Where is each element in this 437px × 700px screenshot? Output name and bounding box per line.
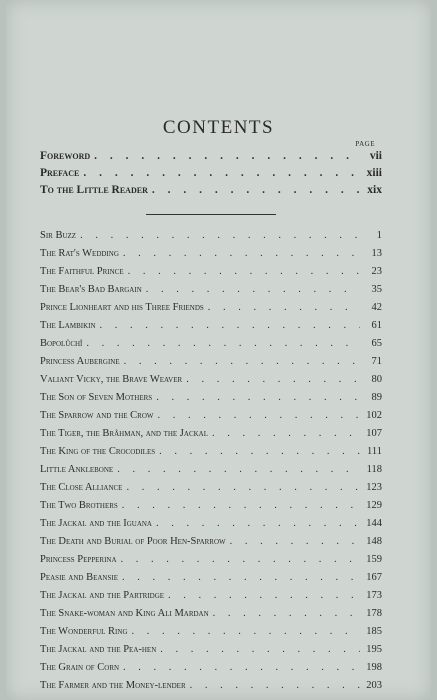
dot-leader: [208, 302, 360, 313]
dot-leader: [94, 150, 360, 162]
toc-entry: [40, 374, 382, 392]
toc-entry: [40, 518, 382, 536]
book-page: [6, 0, 431, 700]
toc-entry-page: 111: [367, 446, 382, 457]
dot-leader: [230, 536, 360, 547]
toc-entry: [40, 230, 382, 248]
toc-entry-title: Bopolûchî: [40, 338, 83, 349]
toc-entry: [40, 320, 382, 338]
dot-leader: [121, 554, 360, 565]
toc-entry-title: Preface: [40, 167, 80, 179]
toc-entry-title: The Jackal and the Partridge: [40, 590, 165, 601]
toc-entry-page: 13: [371, 248, 382, 259]
toc-entry: [40, 608, 382, 626]
toc-entry-page: 129: [366, 500, 382, 511]
toc-entry-title: Princess Aubergine: [40, 356, 120, 367]
toc-entry-title: The Son of Seven Mothers: [40, 392, 153, 403]
toc-entry-title: The Farmer and the Money-lender: [40, 680, 186, 691]
toc-entry-title: Foreword: [40, 150, 91, 162]
dot-leader: [117, 464, 360, 475]
dot-leader: [124, 356, 360, 367]
toc-entry: [40, 446, 382, 464]
toc-entry: [40, 392, 382, 410]
toc-entry-page: 144: [366, 518, 382, 529]
toc-entry-title: To the Little Reader: [40, 184, 148, 196]
toc-entry: [40, 302, 382, 320]
toc-entry-page: 89: [371, 392, 382, 403]
toc-entry-page: 185: [366, 626, 382, 637]
toc-entry: [40, 680, 382, 698]
dot-leader: [123, 248, 360, 259]
toc-entry: [40, 482, 382, 500]
toc-entry-page: 23: [371, 266, 382, 277]
dot-leader: [132, 626, 361, 637]
toc-entry-title: Princess Pepperina: [40, 554, 117, 565]
dot-leader: [159, 446, 360, 457]
dot-leader: [128, 266, 360, 277]
toc-entry-title: The Faithful Prince: [40, 266, 124, 277]
dot-leader: [146, 284, 360, 295]
dot-leader: [80, 230, 360, 241]
toc-entry-page: 123: [366, 482, 382, 493]
dot-leader: [123, 662, 360, 673]
toc-entry: [40, 338, 382, 356]
toc-entry: [40, 356, 382, 374]
toc-entry: [40, 428, 382, 446]
toc-entry: [40, 662, 382, 680]
toc-entry: [40, 590, 382, 608]
toc-entry-title: The Grain of Corn: [40, 662, 120, 673]
toc-entry-foreword: [40, 150, 382, 168]
toc-entry-page: xix: [367, 184, 382, 196]
toc-entry-title: The King of the Crocodiles: [40, 446, 156, 457]
dot-leader: [83, 167, 360, 179]
toc-entry-page: 159: [366, 554, 382, 565]
toc-entry-title: The Bear's Bad Bargain: [40, 284, 142, 295]
toc-entry: [40, 410, 382, 428]
dot-leader: [156, 518, 360, 529]
toc-entry-title: Peasie and Beansie: [40, 572, 118, 583]
toc-entry-title: The Two Brothers: [40, 500, 118, 511]
toc-entry-page: 198: [366, 662, 382, 673]
toc-entry-title: The Lambikin: [40, 320, 96, 331]
toc-entry-page: 1: [376, 230, 382, 241]
dot-leader: [156, 392, 360, 403]
page-column-label: PAGE: [355, 140, 375, 148]
toc-entry: [40, 572, 382, 590]
dot-leader: [122, 500, 360, 511]
toc-entry-title: The Rat's Wedding: [40, 248, 119, 259]
toc-entry: [40, 284, 382, 302]
toc-entry-title: The Death and Burial of Poor Hen-Sparrow: [40, 536, 226, 547]
toc-entry-title: Valiant Vicky, the Brave Weaver: [40, 374, 183, 385]
page-title: CONTENTS: [162, 117, 275, 138]
toc-entry-title: The Snake-woman and King Ali Mardan: [40, 608, 209, 619]
dot-leader: [100, 320, 360, 331]
toc-entry-page: 203: [366, 680, 382, 691]
toc-entry: [40, 644, 382, 662]
toc-entry-page: xiii: [366, 167, 382, 179]
toc-entry-title: Sir Buzz: [40, 230, 77, 241]
dot-leader: [122, 572, 360, 583]
toc-entry: [40, 500, 382, 518]
dot-leader: [160, 644, 360, 655]
dot-leader: [152, 184, 360, 196]
toc-entry: [40, 554, 382, 572]
toc-entry-page: 178: [366, 608, 382, 619]
toc-entry: [40, 248, 382, 266]
toc-entry-page: 148: [366, 536, 382, 547]
dot-leader: [126, 482, 360, 493]
toc-entry: [40, 266, 382, 284]
toc-entry-title: The Jackal and the Iguana: [40, 518, 152, 529]
toc-entry-page: 42: [371, 302, 382, 313]
toc-entry-page: vii: [369, 150, 382, 162]
toc-entry-page: 71: [371, 356, 382, 367]
toc-entry-preface: [40, 167, 382, 185]
toc-entry: [40, 464, 382, 482]
toc-entry-page: 65: [371, 338, 382, 349]
toc-entry: [40, 626, 382, 644]
toc-entry-title: The Close Alliance: [40, 482, 123, 493]
toc-entry-page: 35: [371, 284, 382, 295]
toc-entry-page: 107: [366, 428, 382, 439]
toc-entry-page: 167: [366, 572, 382, 583]
dot-leader: [213, 608, 360, 619]
toc-entry-title: The Jackal and the Pea-hen: [40, 644, 157, 655]
toc-entry-page: 102: [366, 410, 382, 421]
toc-entry-title: Prince Lionheart and his Three Friends: [40, 302, 204, 313]
dot-leader: [86, 338, 360, 349]
section-divider: [146, 214, 276, 215]
toc-entry-page: 80: [371, 374, 382, 385]
toc-entry-page: 173: [366, 590, 382, 601]
toc-entry-page: 61: [371, 320, 382, 331]
dot-leader: [186, 374, 360, 385]
dot-leader: [168, 590, 360, 601]
toc-entry-title: The Tiger, the Brâhman, and the Jackal: [40, 428, 208, 439]
dot-leader: [158, 410, 361, 421]
toc-entry-title: Little Anklebone: [40, 464, 114, 475]
toc-entry: [40, 536, 382, 554]
toc-entry-title: The Wonderful Ring: [40, 626, 128, 637]
toc-entry-title: The Sparrow and the Crow: [40, 410, 154, 421]
dot-leader: [190, 680, 360, 691]
toc-entry-to-the-little-reader: [40, 184, 382, 202]
toc-entry-page: 118: [366, 464, 382, 475]
dot-leader: [212, 428, 360, 439]
toc-entry-page: 195: [366, 644, 382, 655]
